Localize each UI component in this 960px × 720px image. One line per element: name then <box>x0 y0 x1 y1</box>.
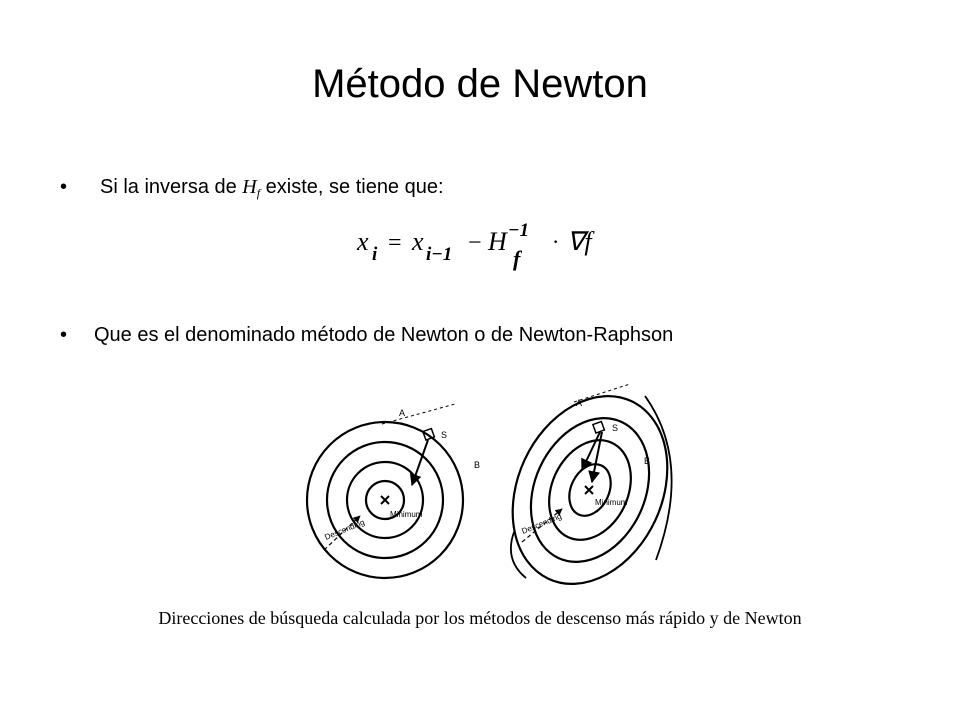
label-a: A <box>576 398 583 408</box>
formula-lhs-sub: i <box>372 244 378 265</box>
bullet-glyph: • <box>60 324 68 346</box>
hessian-subscript: f <box>256 186 261 200</box>
right-angle-box <box>593 422 605 434</box>
slide-title: Método de Newton <box>312 62 648 106</box>
bullet-glyph: • <box>60 176 68 198</box>
search-direction-figure <box>300 382 680 592</box>
formula-hessian: H <box>488 227 507 256</box>
bullet-text: Que es el denominado método de Newton o de Newton-Raphson <box>94 324 674 346</box>
label-s: S <box>612 423 619 433</box>
formula-term1: x <box>412 227 424 256</box>
minimum-label: Minimum <box>595 498 628 507</box>
formula-hessian-sup: −1 <box>508 220 530 241</box>
hessian-symbol <box>242 176 260 198</box>
hessian-letter: H <box>242 176 257 198</box>
label-b: B <box>474 460 481 470</box>
figure-caption: Direcciones de búsqueda calculada por los métodos de descenso más rápido y de Newton <box>158 608 802 628</box>
tangent-line <box>574 384 630 402</box>
newton-formula <box>355 218 605 274</box>
newton-method-diagram <box>483 382 680 592</box>
steepest-descent-diagram <box>307 404 463 578</box>
tangent-line <box>382 404 455 424</box>
minimum-marker <box>381 496 389 504</box>
steepest-descent-arrow <box>412 440 428 485</box>
minimum-label: Minimum <box>390 510 423 519</box>
formula-hessian-sub: f <box>513 246 521 271</box>
label-b: B <box>644 456 651 466</box>
formula-minus: − <box>468 230 482 256</box>
bullet-text-suffix: existe, se tiene que: <box>260 176 444 198</box>
minimum-marker <box>585 486 593 494</box>
formula-term1-sub: i−1 <box>426 244 453 265</box>
formula-lhs: x <box>357 227 369 256</box>
formula-equals: = <box>388 230 402 256</box>
bullet-text <box>100 176 444 201</box>
label-s: S <box>441 430 448 440</box>
formula-nabla: ∇f <box>567 227 592 256</box>
label-a: A <box>399 408 406 418</box>
descending-label: Descending <box>520 511 563 536</box>
descending-label: Descending <box>323 517 366 542</box>
bullet-text-prefix: Si la inversa de <box>100 176 243 198</box>
formula-dot: · <box>552 229 560 254</box>
